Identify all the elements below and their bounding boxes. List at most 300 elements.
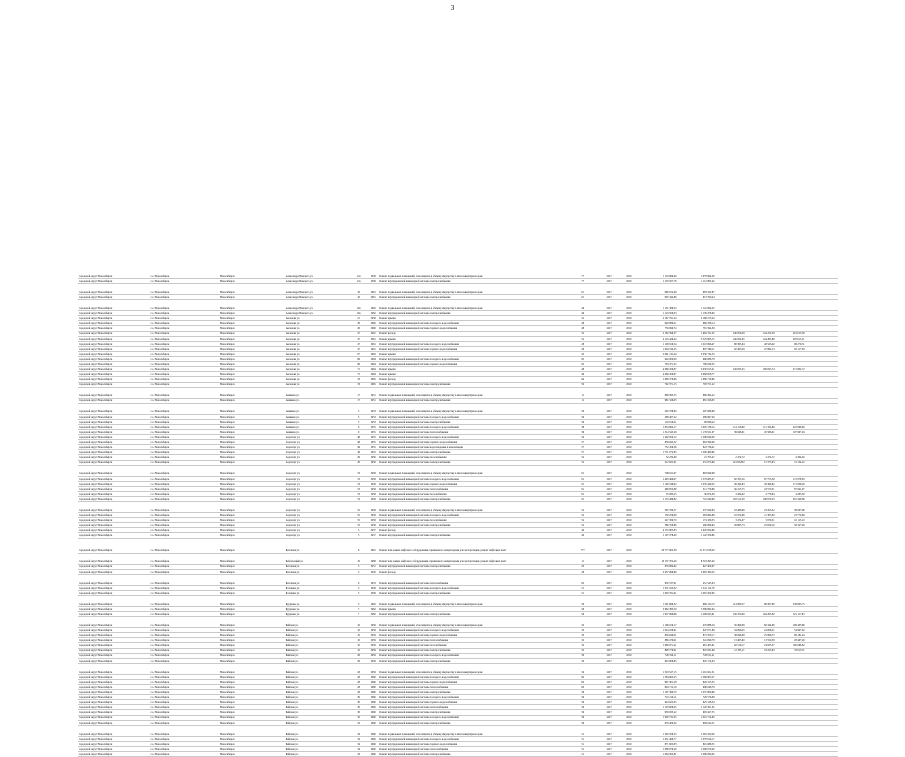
cell-y1: 2017 <box>600 633 618 638</box>
cell-loc: Новосибирск <box>219 465 285 476</box>
cell-year: 1958 <box>368 497 378 502</box>
cell-y2: 2019 <box>618 331 639 336</box>
table-row <box>78 403 838 414</box>
cell-dist: городской округ Новосибирск <box>78 617 150 628</box>
cell-y1: 2017 <box>600 590 618 595</box>
cell-y2: 2019 <box>618 279 639 284</box>
cell-city: г.о. Новосибирск <box>150 476 219 481</box>
cell-v4: 45 586,01 <box>746 429 776 434</box>
cell-work: Ремонт внутридомовой инженерной системы электроснабжения <box>378 564 565 569</box>
cell-loc: Новосибирск <box>219 606 285 611</box>
cell-house: 26 <box>349 326 367 331</box>
cell-v1: 4 119 426,44 <box>639 336 677 341</box>
cell-street: Аникина ул. <box>285 429 350 434</box>
cell-year: 1959 <box>368 653 378 658</box>
cell-loc: Новосибирск <box>219 424 285 429</box>
cell-v4: 87 755,39 <box>746 476 776 481</box>
cell-v5: 271 802,72 <box>776 367 806 372</box>
cell-v2: 1 096 079,29 <box>677 746 715 751</box>
cell-city: г.о. Новосибирск <box>150 403 219 414</box>
cell-house: 34 <box>349 725 367 736</box>
table-row <box>78 387 838 398</box>
cell-city: г.о. Новосибирск <box>150 585 219 590</box>
cell-v2: 541 099,78 <box>677 638 715 643</box>
cell-dist: городской округ Новосибирск <box>78 450 150 455</box>
cell-loc: Новосибирск <box>219 403 285 414</box>
cell-a: 56 <box>565 705 600 710</box>
cell-v4: 2 779,84 <box>746 491 776 496</box>
cell-v2: 897 596,11 <box>677 346 715 351</box>
cell-y1: 2017 <box>600 295 618 300</box>
cell-year: 1958 <box>368 590 378 595</box>
cell-work: Ремонт крыши <box>378 336 565 341</box>
cell-v4: 164 295,00 <box>746 612 776 617</box>
cell-v5 <box>776 387 806 398</box>
cell-v3 <box>715 725 745 736</box>
cell-v2: 963 596,00 <box>677 440 715 445</box>
cell-year: 1961 <box>368 341 378 346</box>
table-row <box>78 752 838 757</box>
cell-y1: 2017 <box>600 705 618 710</box>
cell-dist: городской округ Новосибирск <box>78 690 150 695</box>
cell-year: 1958 <box>368 585 378 590</box>
cell-loc: Новосибирск <box>219 533 285 538</box>
cell-loc: Новосибирск <box>219 429 285 434</box>
cell-v5 <box>776 465 806 476</box>
cell-year: 1960 <box>368 715 378 720</box>
cell-work: Ремонт подвальных помещений, относящихся к общему имуществу в многоквартирном доме <box>378 465 565 476</box>
cell-v1: 1 103 609,05 <box>639 705 677 710</box>
cell-v1: 1 318 527,15 <box>639 663 677 674</box>
cell-v1: 980 812,48 <box>639 284 677 295</box>
cell-year: 1961 <box>368 284 378 295</box>
cell-v2: 3 525 663,72 <box>677 336 715 341</box>
cell-loc: Новосибирск <box>219 326 285 331</box>
cell-house: 5 <box>349 419 367 424</box>
cell-loc: Новосибирск <box>219 377 285 382</box>
cell-v1: 2 961 741,44 <box>639 351 677 356</box>
cell-v2: 983 322,87 <box>677 284 715 295</box>
cell-y2: 2019 <box>618 746 639 751</box>
cell-y2: 2019 <box>618 311 639 316</box>
cell-v2: 297 986,68 <box>677 403 715 414</box>
cell-loc: Новосибирск <box>219 720 285 725</box>
cell-v1: 1 854 964,17 <box>639 424 677 429</box>
cell-year: 1962 <box>368 311 378 316</box>
cell-house: 32 <box>349 715 367 720</box>
cell-street: Бийская ул. <box>285 705 350 710</box>
cell-a: 45 <box>565 351 600 356</box>
cell-v2: 829 313,35 <box>677 679 715 684</box>
cell-y2: 2019 <box>618 569 639 574</box>
cell-v1: 1 086 879,29 <box>639 746 677 751</box>
cell-loc: Новосибирск <box>219 658 285 663</box>
cell-y1: 2017 <box>600 725 618 736</box>
table-row <box>78 663 838 674</box>
cell-work: Ремонт внутридомовой инженерной системы горячего водоснабжения <box>378 741 565 746</box>
cell-year: 1950 <box>368 569 378 574</box>
cell-house: 34 <box>349 746 367 751</box>
cell-y2: 2019 <box>618 658 639 663</box>
cell-v1: 1 024 169,91 <box>639 628 677 633</box>
cell-dist: городской округ Новосибирск <box>78 528 150 533</box>
cell-dist: городской округ Новосибирск <box>78 419 150 424</box>
cell-house: 28 <box>349 690 367 695</box>
cell-city: г.о. Новосибирск <box>150 564 219 569</box>
cell-v2: 728 011,21 <box>677 653 715 658</box>
cell-v1: 1 937 999,86 <box>639 612 677 617</box>
cell-v4: 56 364,82 <box>746 481 776 486</box>
cell-loc: Новосибирск <box>219 502 285 513</box>
cell-house: 33 <box>349 382 367 387</box>
cell-v1: 940 000,00 <box>639 357 677 362</box>
cell-dist: городской округ Новосибирск <box>78 445 150 450</box>
cell-v2: 1 176 911,07 <box>677 429 715 434</box>
cell-v4: 144 495,88 <box>746 336 776 341</box>
cell-work: Ремонт внутридомовой инженерной системы электроснабжения <box>378 398 565 403</box>
cell-year: 1960 <box>368 746 378 751</box>
cell-street: Бийская ул. <box>285 648 350 653</box>
cell-city: г.о. Новосибирск <box>150 497 219 502</box>
cell-work: Ремонт внутридомовой инженерной системы электроснабжения <box>378 658 565 663</box>
cell-v2: 729 576,08 <box>677 695 715 700</box>
cell-y1: 2017 <box>600 643 618 648</box>
cell-v2: 961 405,91 <box>677 643 715 648</box>
cell-y1: 2017 <box>600 502 618 513</box>
cell-loc: Новосибирск <box>219 736 285 741</box>
cell-y2: 2019 <box>618 648 639 653</box>
cell-v5: 225 969,60 <box>776 424 806 429</box>
cell-v4: 25 659,16 <box>746 523 776 528</box>
cell-v1: 32 232,49 <box>639 455 677 460</box>
cell-v2: 1 035 449,52 <box>677 481 715 486</box>
cell-v1: 158 259,09 <box>639 513 677 518</box>
cell-year: 1960 <box>368 690 378 695</box>
cell-street: Аксенова ул. <box>285 377 350 382</box>
cell-street: Бийская ул. <box>285 643 350 648</box>
cell-year: 1960 <box>368 725 378 736</box>
cell-dist: городской округ Новосибирск <box>78 595 150 606</box>
cell-v5: 98 279,51 <box>776 341 806 346</box>
cell-v2: 1 962 311,32 <box>677 331 715 336</box>
cell-house: 33 <box>349 377 367 382</box>
cell-year: 1951 <box>368 398 378 403</box>
cell-v3: 56 294,83 <box>715 481 745 486</box>
cell-house: 5 <box>349 533 367 538</box>
cell-loc: Новосибирск <box>219 648 285 653</box>
cell-loc: Новосибирск <box>219 679 285 684</box>
cell-y2: 2019 <box>618 491 639 496</box>
cell-house: 21 <box>349 316 367 321</box>
cell-loc: Новосибирск <box>219 633 285 638</box>
cell-dist: городской округ Новосибирск <box>78 362 150 367</box>
cell-year: 1958 <box>368 486 378 491</box>
cell-loc: Новосибирск <box>219 445 285 450</box>
cell-street: Бийская ул. <box>285 695 350 700</box>
cell-dist: городской округ Новосибирск <box>78 486 150 491</box>
cell-v1: 1 669 971,41 <box>639 643 677 648</box>
cell-y2: 2019 <box>618 398 639 403</box>
cell-city: г.о. Новосибирск <box>150 377 219 382</box>
cell-dist: городской округ Новосибирск <box>78 569 150 574</box>
cell-street: Аэропорт ул. <box>285 481 350 486</box>
cell-v5 <box>776 663 806 674</box>
cell-loc: Новосибирск <box>219 710 285 715</box>
cell-work: Ремонт фасада <box>378 528 565 533</box>
cell-y1: 2017 <box>600 346 618 351</box>
cell-dist: городской округ Новосибирск <box>78 311 150 316</box>
cell-v1: 2 167 791,24 <box>639 316 677 321</box>
cell-street: Бетонная ул. <box>285 564 350 569</box>
cell-v2: 947 671,86 <box>677 628 715 633</box>
cell-work: Ремонт подвальных помещений, относящихся к общему имуществу в многоквартирном доме <box>378 403 565 414</box>
cell-loc: Новосибирск <box>219 595 285 606</box>
cell-y1: 2017 <box>600 595 618 606</box>
cell-v4 <box>746 403 776 414</box>
cell-year: 1956 <box>368 455 378 460</box>
cell-v1: 752 459,56 <box>639 445 677 450</box>
cell-y1: 2017 <box>600 653 618 658</box>
cell-y1: 2017 <box>600 387 618 398</box>
cell-y1: 2017 <box>600 440 618 445</box>
cell-loc: Новосибирск <box>219 528 285 533</box>
cell-year: 1951 <box>368 387 378 398</box>
cell-v5: 172 978,83 <box>776 476 806 481</box>
cell-city: г.о. Новосибирск <box>150 435 219 440</box>
cell-a: 58 <box>565 715 600 720</box>
cell-y1: 2017 <box>600 628 618 633</box>
cell-y2: 2019 <box>618 513 639 518</box>
table-row <box>78 725 838 736</box>
cell-house: 5 <box>349 595 367 606</box>
cell-v3: 146 024,95 <box>715 336 745 341</box>
cell-loc: Новосибирск <box>219 268 285 279</box>
cell-street: Аксенова ул. <box>285 326 350 331</box>
cell-v2: 1 365 320,29 <box>677 725 715 736</box>
cell-city: г.о. Новосибирск <box>150 628 219 633</box>
table-body <box>78 268 838 757</box>
cell-loc: Новосибирск <box>219 715 285 720</box>
cell-loc: Новосибирск <box>219 752 285 757</box>
cell-v3: 114 119,90 <box>715 424 745 429</box>
cell-a: 60 <box>565 679 600 684</box>
cell-v2: 1 298 925,61 <box>677 612 715 617</box>
cell-v1: 2 437 996,86 <box>639 569 677 574</box>
cell-house: 5 <box>349 414 367 419</box>
cell-year: 1960 <box>368 736 378 741</box>
cell-work: Ремонт внутридомовой инженерной системы газоснабжения <box>378 643 565 648</box>
cell-loc: Новосибирск <box>219 450 285 455</box>
cell-street: Александра Невского ул. <box>285 300 350 311</box>
cell-street: Бийская ул. <box>285 725 350 736</box>
cell-dist: городской округ Новосибирск <box>78 372 150 377</box>
cell-work: Ремонт подвальных помещений, относящихся к общему имуществу в многоквартирном доме <box>378 284 565 295</box>
cell-y2: 2019 <box>618 705 639 710</box>
cell-v3: 2 474,72 <box>715 455 745 460</box>
cell-v4 <box>746 574 776 585</box>
cell-v3: 114 860,57 <box>715 595 745 606</box>
cell-loc: Новосибирск <box>219 346 285 351</box>
cell-city: г.о. Новосибирск <box>150 284 219 295</box>
cell-work: Ремонт внутридомовой инженерной системы газоснабжения <box>378 491 565 496</box>
cell-dist: городской округ Новосибирск <box>78 523 150 528</box>
cell-city: г.о. Новосибирск <box>150 695 219 700</box>
cell-dist: городской округ Новосибирск <box>78 684 150 689</box>
cell-dist: городской округ Новосибирск <box>78 663 150 674</box>
cell-v3: 156 250,00 <box>715 612 745 617</box>
cell-dist: городской округ Новосибирск <box>78 455 150 460</box>
cell-v2: 789 939,35 <box>677 362 715 367</box>
cell-v4: 11 305,00 <box>746 513 776 518</box>
cell-street: Александра Невского ул. <box>285 311 350 316</box>
cell-v6 <box>806 574 838 585</box>
cell-year: 1959 <box>368 638 378 643</box>
table-row <box>78 538 838 553</box>
cell-v6 <box>806 502 838 513</box>
cell-dist: городской округ Новосибирск <box>78 553 150 564</box>
cell-city: г.о. Новосибирск <box>150 440 219 445</box>
cell-work: Ремонт крыши <box>378 372 565 377</box>
cell-year: 1959 <box>368 643 378 648</box>
cell-y2: 2019 <box>618 653 639 658</box>
cell-dist: городской округ Новосибирск <box>78 585 150 590</box>
cell-a: 56 <box>565 419 600 424</box>
cell-v1: 119 016,21 <box>639 419 677 424</box>
cell-v1: 489 855,89 <box>639 486 677 491</box>
cell-v1: 1 063 791,61 <box>639 590 677 595</box>
cell-v4: 13 550,38 <box>746 638 776 643</box>
cell-v5: 293 615,21 <box>776 336 806 341</box>
cell-loc: Новосибирск <box>219 690 285 695</box>
cell-house: 30 <box>349 695 367 700</box>
cell-dist: городской округ Новосибирск <box>78 279 150 284</box>
cell-street: Бетонная ул. <box>285 574 350 585</box>
cell-work: Ремонт внутридомовой инженерной системы электроснабжения <box>378 497 565 502</box>
cell-a: 52 <box>565 336 600 341</box>
cell-v2: 1 306 649,59 <box>677 435 715 440</box>
cell-work: Ремонт крыши <box>378 316 565 321</box>
cell-y2: 2019 <box>618 455 639 460</box>
cell-a: 36 <box>565 429 600 434</box>
cell-house: 28 <box>349 679 367 684</box>
cell-a: 58 <box>565 690 600 695</box>
cell-v1: 1 133 489,82 <box>639 497 677 502</box>
cell-a: 57 <box>565 450 600 455</box>
cell-city: г.о. Новосибирск <box>150 553 219 564</box>
cell-v3: 149 825,25 <box>715 367 745 372</box>
cell-year: 1955 <box>368 445 378 450</box>
cell-house: 5 <box>349 585 367 590</box>
cell-y2: 2019 <box>618 445 639 450</box>
cell-v4: 24 006,21 <box>746 628 776 633</box>
cell-year: 1991 <box>368 538 378 553</box>
cell-v1: 624 925,05 <box>639 700 677 705</box>
cell-a: 57 <box>565 445 600 450</box>
cell-y1: 2017 <box>600 617 618 628</box>
cell-work: Ремонт внутридомовой инженерной системы теплоснабжения <box>378 684 565 689</box>
cell-a: 33 <box>565 633 600 638</box>
cell-v5: 38 067,66 <box>776 502 806 513</box>
cell-y1: 2017 <box>600 638 618 643</box>
cell-dist: городской округ Новосибирск <box>78 695 150 700</box>
cell-street: Бурденко ул. <box>285 606 350 611</box>
cell-v3: 3 284,02 <box>715 491 745 496</box>
cell-dist: городской округ Новосибирск <box>78 377 150 382</box>
cell-v2: 891 988,55 <box>677 741 715 746</box>
cell-loc: Новосибирск <box>219 414 285 419</box>
cell-y2: 2019 <box>618 720 639 725</box>
cell-city: г.о. Новосибирск <box>150 638 219 643</box>
cell-y1: 2017 <box>600 279 618 284</box>
cell-house: 7 <box>349 606 367 611</box>
cell-y2: 2019 <box>618 679 639 684</box>
cell-v5: 98 181,44 <box>776 633 806 638</box>
cell-work: Ремонт внутридомовой инженерной системы горячего водоснабжения <box>378 481 565 486</box>
cell-city: г.о. Новосибирск <box>150 445 219 450</box>
cell-year: 1965 <box>368 377 378 382</box>
cell-city: г.о. Новосибирск <box>150 612 219 617</box>
cell-v4: 169 825,74 <box>746 367 776 372</box>
cell-v3: 59 499,09 <box>715 617 745 628</box>
cell-year: 1960 <box>368 321 378 326</box>
cell-a: 46 <box>565 311 600 316</box>
cell-y2: 2019 <box>618 481 639 486</box>
cell-dist: городской округ Новосибирск <box>78 628 150 633</box>
cell-a: 56 <box>565 695 600 700</box>
cell-loc: Новосибирск <box>219 300 285 311</box>
cell-v5: 199 403,86 <box>776 617 806 628</box>
cell-a: 28 <box>565 341 600 346</box>
cell-street: Бийская ул. <box>285 658 350 663</box>
cell-city: г.о. Новосибирск <box>150 398 219 403</box>
cell-v4 <box>746 284 776 295</box>
cell-work: Ремонт внутридомовой инженерной системы теплоснабжения <box>378 486 565 491</box>
cell-a: 11 <box>565 553 600 564</box>
cell-y2: 2019 <box>618 695 639 700</box>
cell-y2: 2019 <box>618 710 639 715</box>
cell-v1: 1 364 963,25 <box>639 674 677 679</box>
cell-v5: 238 803,75 <box>776 595 806 606</box>
cell-v2: 1 142 356,80 <box>677 533 715 538</box>
cell-street: Аэропорт ул. <box>285 523 350 528</box>
cell-y2: 2019 <box>618 612 639 617</box>
cell-y2: 2019 <box>618 403 639 414</box>
cell-street: Бийская ул. <box>285 715 350 720</box>
cell-y2: 2019 <box>618 715 639 720</box>
cell-dist: городской округ Новосибирск <box>78 403 150 414</box>
cell-house: 16а <box>349 300 367 311</box>
cell-house: 10 <box>349 617 367 628</box>
cell-house: 53 <box>349 481 367 486</box>
cell-y1: 2017 <box>600 429 618 434</box>
cell-v2: 1 086 090,03 <box>677 752 715 757</box>
cell-v3 <box>715 387 745 398</box>
cell-city: г.о. Новосибирск <box>150 752 219 757</box>
cell-year: 1959 <box>368 617 378 628</box>
cell-dist: городской округ Новосибирск <box>78 326 150 331</box>
cell-house: 5 <box>349 564 367 569</box>
cell-city: г.о. Новосибирск <box>150 533 219 538</box>
cell-v2: 2 168 213,24 <box>677 316 715 321</box>
cell-v3 <box>715 465 745 476</box>
cell-y1: 2017 <box>600 518 618 523</box>
cell-y1: 2017 <box>600 362 618 367</box>
cell-year: 1964 <box>368 357 378 362</box>
cell-street: Бетонная ул. <box>285 569 350 574</box>
cell-work: Ремонт подвальных помещений, относящихся к общему имуществу в многоквартирном доме <box>378 663 565 674</box>
cell-a: 51 <box>565 590 600 595</box>
cell-loc: Новосибирск <box>219 705 285 710</box>
